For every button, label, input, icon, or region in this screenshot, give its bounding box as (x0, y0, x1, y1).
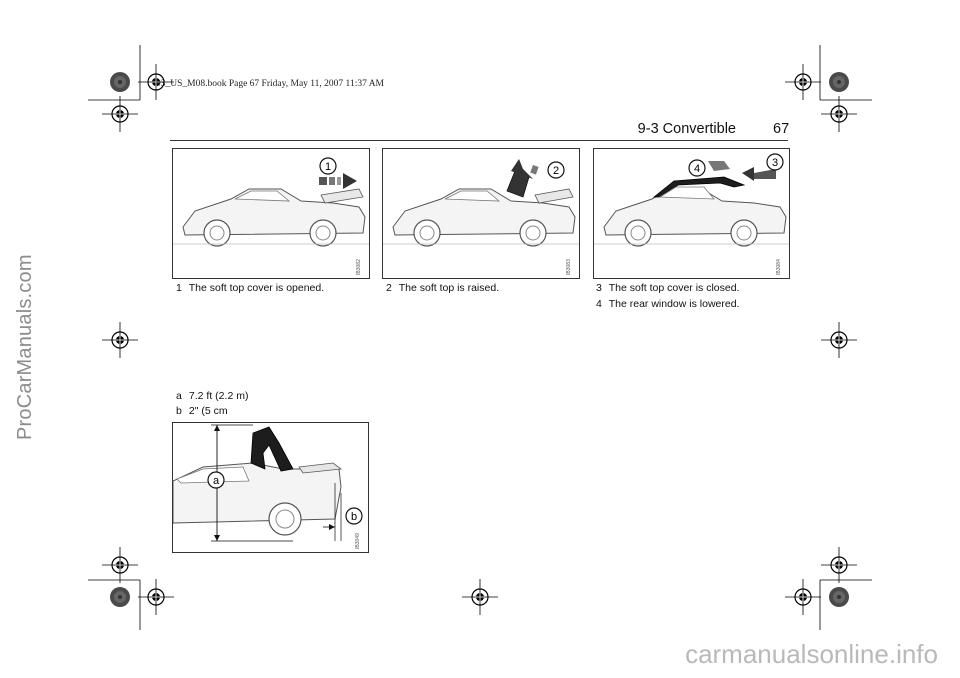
figure-2-code: IB3083 (566, 259, 572, 275)
caption-3-text: The soft top cover is closed. (608, 282, 740, 294)
caption-1-text: The soft top cover is opened. (188, 282, 325, 294)
callout-b (345, 507, 363, 525)
dimension-b-letter: b (176, 405, 182, 417)
callout-4 (688, 159, 706, 177)
callout-3 (766, 153, 784, 171)
callout-b-label: b (350, 511, 358, 523)
caption-4-number: 4 (596, 298, 602, 310)
callout-1 (319, 157, 337, 175)
page-number: 67 (773, 121, 790, 137)
figure-4-code: IB3049 (355, 533, 361, 549)
dimension-b-text: 2" (5 cm (188, 405, 228, 417)
caption-4 (596, 298, 739, 310)
figure-4-panel (172, 422, 369, 553)
book-info-line: 93_US_M08.book Page 67 Friday, May 11, 2007 11:37 AM (156, 79, 384, 89)
callout-3-label: 3 (771, 157, 779, 169)
page-header-title: 9-3 Convertible (637, 121, 736, 137)
caption-2 (386, 282, 499, 294)
callout-1-label: 1 (324, 161, 332, 173)
header-rule (170, 140, 788, 141)
callout-2-label: 2 (552, 165, 560, 177)
caption-1-number: 1 (176, 282, 182, 294)
dimension-a (176, 390, 248, 402)
figure-1-panel (172, 148, 370, 279)
caption-3-number: 3 (596, 282, 602, 294)
caption-3 (596, 282, 739, 294)
caption-2-text: The soft top is raised. (398, 282, 500, 294)
figure-2-panel (382, 148, 580, 279)
side-watermark: ProCarManuals.com (14, 254, 36, 440)
soft-top-clearance-dimension-illustration (173, 423, 368, 552)
dimension-b (176, 405, 228, 417)
callout-a (207, 471, 225, 489)
caption-2-number: 2 (386, 282, 392, 294)
car-soft-top-cover-opened-illustration (173, 149, 369, 278)
caption-4-text: The rear window is lowered. (608, 298, 740, 310)
callout-a-label: a (212, 475, 220, 487)
caption-1 (176, 282, 324, 294)
dimension-a-letter: a (176, 390, 182, 402)
callout-4-label: 4 (693, 163, 701, 175)
bottom-watermark: carmanualsonline.info (685, 639, 938, 669)
figure-3-code: IB3084 (776, 259, 782, 275)
figure-1-code: IB3082 (356, 259, 362, 275)
dimension-a-text: 7.2 ft (2.2 m) (188, 390, 249, 402)
callout-2 (547, 161, 565, 179)
figure-3-panel (593, 148, 790, 279)
